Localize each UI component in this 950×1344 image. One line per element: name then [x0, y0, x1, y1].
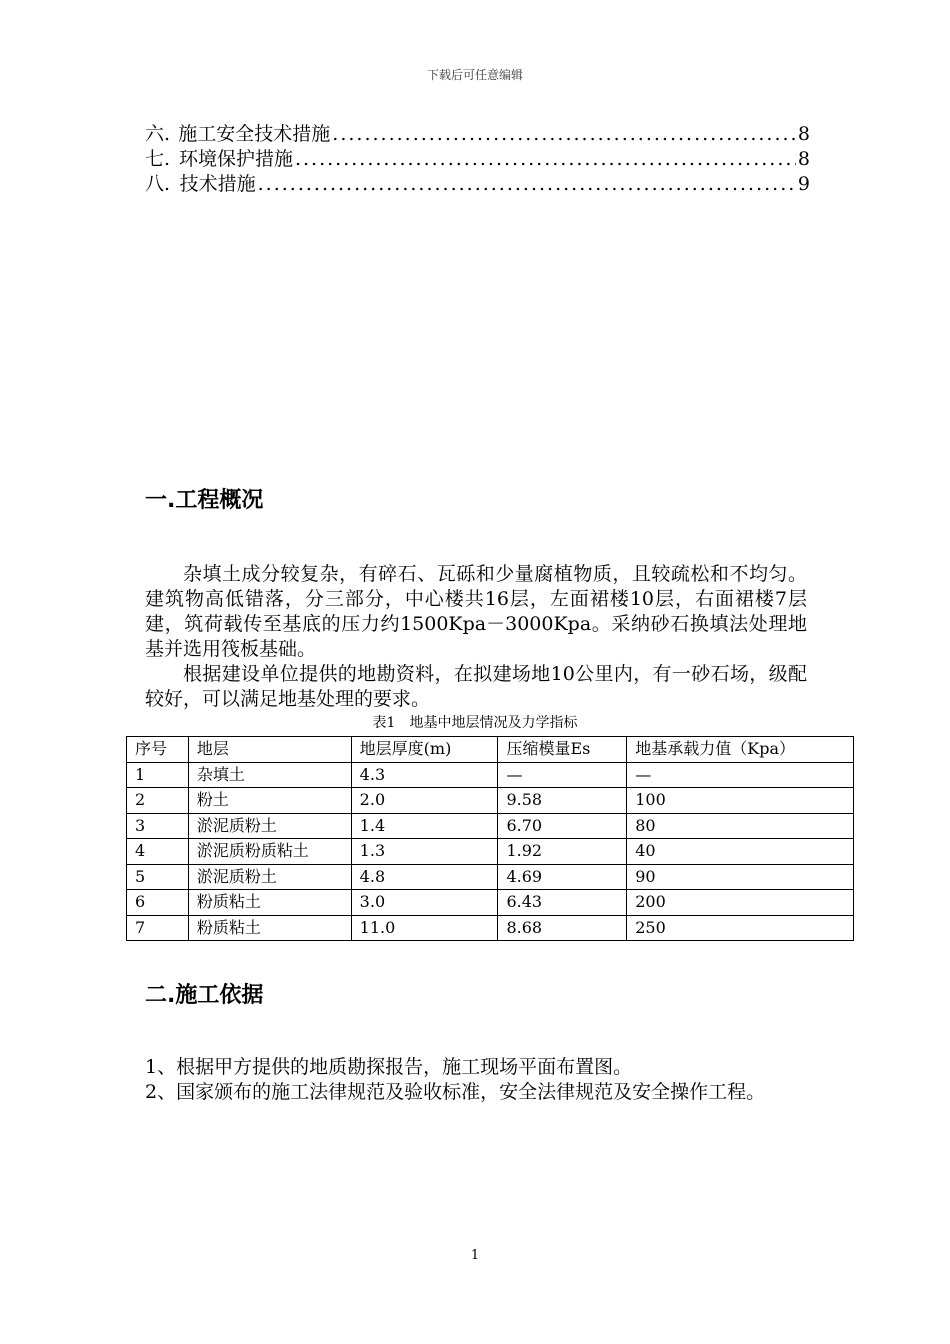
table-cell: 80	[627, 813, 854, 839]
toc-entry[interactable]	[145, 172, 810, 197]
table-cell: —	[627, 762, 854, 788]
list-item: 1、根据甲方提供的地质勘探报告，施工现场平面布置图。	[145, 1056, 633, 1078]
table-caption: 表1 地基中地层情况及力学指标	[372, 715, 578, 731]
table-cell: 1	[127, 762, 189, 788]
toc-title: 施工安全技术措施	[178, 123, 331, 145]
toc-number: 八.	[145, 173, 171, 195]
table-cell: 淤泥质粉土	[188, 864, 351, 890]
table-cell: 1.3	[351, 839, 498, 865]
column-header: 地层	[188, 737, 351, 763]
toc-page: 9	[797, 173, 810, 195]
table-row	[127, 762, 854, 788]
toc-title: 环境保护措施	[178, 148, 293, 170]
toc-entry[interactable]	[145, 122, 810, 147]
toc-leader	[332, 122, 796, 147]
table-cell: 2.0	[351, 788, 498, 814]
table-cell: 100	[627, 788, 854, 814]
column-header: 地层厚度(m)	[351, 737, 498, 763]
section-heading-overview: 一.工程概况	[145, 488, 264, 513]
toc-number: 七.	[145, 148, 171, 170]
page-number: 1	[470, 1248, 480, 1263]
table-row	[127, 915, 854, 941]
table-of-contents	[145, 122, 810, 197]
column-header: 压缩模量Es	[498, 737, 627, 763]
basis-list	[145, 1055, 807, 1105]
table-cell: 粉质粘土	[188, 915, 351, 941]
toc-title: 技术措施	[179, 173, 256, 195]
toc-page: 8	[797, 148, 810, 170]
table-cell: 杂填土	[188, 762, 351, 788]
table-cell: 4	[127, 839, 189, 865]
toc-leader	[295, 147, 796, 172]
section-heading-basis: 二.施工依据	[145, 983, 264, 1008]
table-cell: 2	[127, 788, 189, 814]
table-cell: 4.8	[351, 864, 498, 890]
column-header: 地基承载力值（Kpa）	[627, 737, 854, 763]
table-cell: 1.92	[498, 839, 627, 865]
table-cell: 4.3	[351, 762, 498, 788]
toc-page: 8	[797, 123, 810, 145]
table-cell: 淤泥质粉土	[188, 813, 351, 839]
table-cell: 3	[127, 813, 189, 839]
table-cell: 4.69	[498, 864, 627, 890]
table-row	[127, 890, 854, 916]
table-cell: 7	[127, 915, 189, 941]
table-cell: —	[498, 762, 627, 788]
table-cell: 6	[127, 890, 189, 916]
table-cell: 粉土	[188, 788, 351, 814]
table-row	[127, 788, 854, 814]
list-item: 2、国家颁布的施工法律规范及验收标准，安全法律规范及安全操作工程。	[145, 1081, 766, 1103]
table-cell: 8.68	[498, 915, 627, 941]
toc-number: 六.	[145, 123, 171, 145]
table-cell: 6.43	[498, 890, 627, 916]
table-cell: 粉质粘土	[188, 890, 351, 916]
paragraph: 根据建设单位提供的地勘资料，在拟建场地10公里内，有一砂石场，级配较好，可以满足地基处理的要求。	[145, 663, 807, 710]
table-cell: 250	[627, 915, 854, 941]
paragraph: 杂填土成分较复杂，有碎石、瓦砾和少量腐植物质，且较疏松和不均匀。建筑物高低错落，分三部分，中心楼共16层，左面裙楼10层，右面裙楼7层建，筑荷载传至基底的压力约1500Kpa－3000Kpa。采纳砂石换填法处理地基并选用筏板基础。	[145, 563, 807, 660]
table-row	[127, 813, 854, 839]
table-cell: 5	[127, 864, 189, 890]
table-header-row	[127, 737, 854, 763]
table-cell: 淤泥质粉质粘土	[188, 839, 351, 865]
table-cell: 1.4	[351, 813, 498, 839]
header-note: 下载后可任意编辑	[426, 68, 523, 82]
table-row	[127, 864, 854, 890]
table-cell: 40	[627, 839, 854, 865]
strata-table	[126, 736, 854, 941]
table-cell: 3.0	[351, 890, 498, 916]
table-cell: 11.0	[351, 915, 498, 941]
table-cell: 6.70	[498, 813, 627, 839]
table-cell: 9.58	[498, 788, 627, 814]
toc-leader	[258, 172, 796, 197]
table-row	[127, 839, 854, 865]
table-cell: 200	[627, 890, 854, 916]
column-header: 序号	[127, 737, 189, 763]
overview-body	[145, 562, 807, 712]
toc-entry[interactable]	[145, 147, 810, 172]
table-cell: 90	[627, 864, 854, 890]
